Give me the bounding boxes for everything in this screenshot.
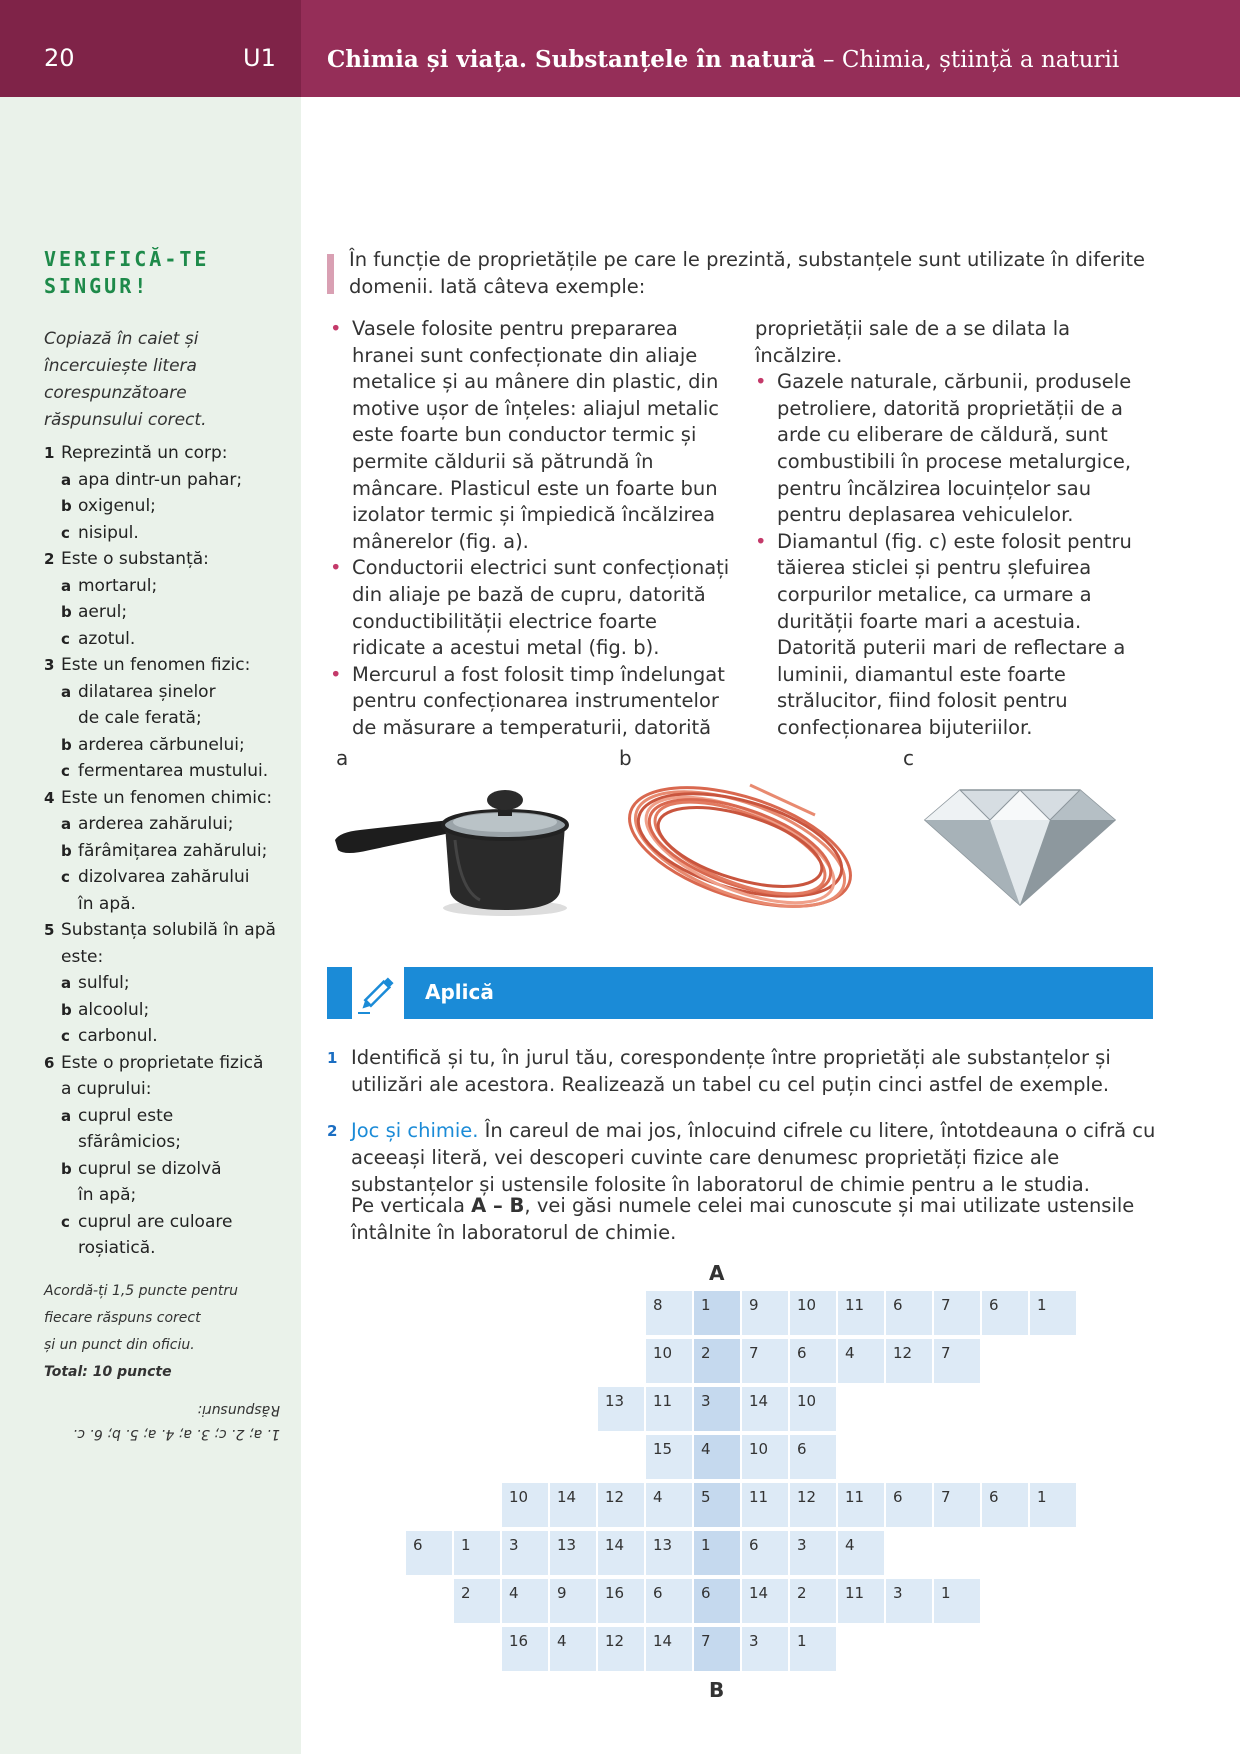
scoring-line: și un punct din oficiu. [44,1337,195,1353]
bullet-dot-icon: • [755,529,767,553]
option-letter: c [61,1212,70,1231]
scoring-total: Total: 10 puncte [44,1364,172,1380]
crossword-cell: 16 [502,1627,548,1671]
crossword-cell: 7 [934,1483,980,1527]
crossword-cell: 4 [502,1579,548,1623]
option-text: arderea cărbunelui; [78,734,245,755]
bullet-item [330,555,730,661]
page-number: 20 [44,44,75,72]
sidebar-heading-line2: SINGUR! [44,274,150,298]
crossword-cell-ab: 6 [694,1579,740,1623]
option-text: cuprul are culoare [78,1211,233,1232]
option-letter: b [61,603,72,621]
option-text-cont: sfărâmicios; [78,1132,182,1152]
saucepan-icon [330,780,600,920]
crossword-cell: 6 [790,1435,836,1479]
crossword-cell: 11 [838,1483,884,1527]
crossword-cell: 14 [742,1579,788,1623]
option-text: carbonul. [78,1026,158,1046]
text-column-right [755,316,1155,742]
option-text: sulful; [78,973,130,993]
crossword-cell: 7 [934,1291,980,1335]
question-text: Substanța solubilă în apă [61,920,276,940]
option-letter: c [61,629,70,648]
intro-text: În funcție de proprietățile pe care le prezintă, substanțele sunt utilizate în diferite domenii. Iată câteva exemple: [349,248,1146,298]
answers-label: Răspunsuri: [197,1402,280,1418]
question-text: Este un fenomen chimic: [61,787,273,808]
crossword-cell: 2 [454,1579,500,1623]
scoring-line: fiecare răspuns corect [44,1310,201,1326]
question-text: Este o proprietate fizică [61,1052,264,1073]
sidebar-heading-line1: VERIFICĂ-TE [44,247,210,271]
crossword-cell: 1 [1030,1483,1076,1527]
crossword-cell: 9 [742,1291,788,1335]
option-letter: b [61,1000,72,1019]
option-letter: b [61,735,72,754]
quiz-option [44,838,284,865]
quiz-option [44,997,284,1024]
option-letter: a [61,576,72,595]
crossword-cell: 9 [550,1579,596,1623]
crossword-cell: 14 [550,1483,596,1527]
crossword-cell: 4 [838,1531,884,1575]
task-text-body: În careul de mai jos, înlocuind cifrele cu litere, întotdeauna o cifră cu aceeași literă, vei descoperi cuvinte care denumesc proprietăți fizice ale substanțelor și ustensile folosite în laboratorul de chimie pentru a le studia. [351,1119,1156,1196]
crossword-cell: 12 [886,1339,932,1383]
note-post: , vei găsi numele celei mai cunoscute și mai utilizate ustensile întâlnite în laboratorul de chimie. [351,1194,1135,1244]
title-bold: Chimia și viața. Substanțele în natură [327,46,816,73]
crossword-cell: 4 [550,1627,596,1671]
option-text-cont: de cale ferată; [78,708,202,728]
crossword-cell: 6 [790,1339,836,1383]
task-1 [327,1044,1157,1098]
crossword-cell: 10 [790,1291,836,1335]
quiz-option [44,732,284,759]
crossword-cell-ab: 4 [694,1435,740,1479]
bullet-text: Gazele naturale, cărbunii, produsele petroliere, datorită proprietății de a arde cu eliberare de căldură, sunt combustibili în procese metalurgice, pentru încălzirea locuințelor sau pentru deplasarea vehiculelor. [777,370,1132,527]
question-number: 4 [44,788,55,807]
bullet-text-cont: proprietății sale de a se dilata la încălzire. [755,317,1071,367]
crossword-cell-ab: 1 [694,1531,740,1575]
bullet-text: Vasele folosite pentru prepararea hranei sunt confecționate din aliaje metalice și au mânere din plastic, din motive ușor de înțeles: aliajul metalic este foarte bun conductor termic și permite căldurii să pătrundă în mâncare. Plasticul este un foarte bun izolator termic și împiedică încălzirea mânerelor (fig. a). [352,317,719,553]
crossword-cell: 11 [838,1291,884,1335]
quiz-option [44,626,284,653]
option-letter: a [61,815,72,833]
crossword-cell: 6 [886,1291,932,1335]
question-text: Reprezintă un corp: [61,443,228,463]
option-text: mortarul; [78,575,158,596]
option-text-cont: în apă. [78,893,136,914]
crossword-cell: 3 [790,1531,836,1575]
quiz-option [44,1209,284,1236]
crossword-cell: 1 [934,1579,980,1623]
diamond-icon [920,770,1120,910]
crossword-cell: 13 [550,1531,596,1575]
bullet-item [330,662,730,742]
quiz-option [44,1103,284,1130]
option-letter: c [61,868,70,886]
answers-upside-down [70,1398,280,1446]
crossword-cell: 14 [742,1387,788,1431]
crossword-cell: 10 [646,1339,692,1383]
crossword-cell: 11 [838,1579,884,1623]
scoring-note [44,1278,274,1386]
bullet-dot-icon: • [330,556,342,580]
crossword-cell: 6 [406,1531,452,1575]
quiz-question [44,1050,284,1077]
apply-title: Aplică [425,980,494,1004]
scoring-line: Acordă-ți 1,5 puncte pentru [44,1283,239,1299]
option-letter: b [61,841,72,860]
option-text: oxigenul; [78,496,156,516]
crossword-cell: 14 [598,1531,644,1575]
option-letter: c [61,523,70,542]
note-pre: Pe verticala [351,1194,472,1217]
crossword-cell: 12 [598,1483,644,1527]
figure-label-b: b [619,746,632,770]
bullet-text: Conductorii electrici sunt confecționați din aliaje pe bază de cupru, datorită conductibilității electrice foarte ridicate a acestui metal (fig. b). [352,556,730,660]
crossword-cell: 1 [790,1627,836,1671]
crossword-cell-ab: 5 [694,1483,740,1527]
quiz [44,440,284,1262]
unit-label: U1 [243,44,276,72]
option-letter: a [61,682,72,701]
crossword-cell-ab: 3 [694,1387,740,1431]
bullet-item [755,529,1155,742]
option-text: fermentarea mustului. [78,761,269,781]
quiz-question [44,652,284,679]
quiz-option [44,599,284,626]
crossword-cell: 11 [646,1387,692,1431]
crossword-cell: 7 [934,1339,980,1383]
crossword-cell: 16 [598,1579,644,1623]
task-2 [327,1117,1157,1198]
option-text: dizolvarea zahărului [78,867,250,887]
crossword-cell: 2 [790,1579,836,1623]
quiz-option [44,1023,284,1050]
quiz-option [44,811,284,838]
question-text: Este un fenomen fizic: [61,655,251,675]
option-text: aerul; [78,602,128,622]
crossword-cell: 6 [982,1483,1028,1527]
crossword-cell: 12 [790,1483,836,1527]
figure-label-a: a [336,746,349,770]
option-text: dilatarea șinelor [78,681,216,702]
quiz-question [44,546,284,573]
crossword-cell: 13 [646,1531,692,1575]
crossword-cell: 4 [646,1483,692,1527]
crossword-cell: 14 [646,1627,692,1671]
quiz-question [44,785,284,812]
crossword-cell: 4 [838,1339,884,1383]
sidebar-intro: Copiază în caiet și încercuiește litera corespunzătoare răspunsului corect. [44,329,207,430]
option-letter: c [61,762,70,780]
question-number: 6 [44,1053,55,1072]
task-note-text [327,1192,1157,1246]
option-letter: b [61,1159,72,1178]
page-title [327,46,1119,73]
bullet-text: Diamantul (fig. c) este folosit pentru tăierea sticlei și pentru șlefuirea corpurilor metalice, ca urmare a durității foarte mari a acestuia. Datorită puterii mari de reflectare a luminii, diamantul este foarte strălucitor, fiind folosit pentru confecționarea bijuteriilor. [777,529,1132,739]
crossword-cell: 15 [646,1435,692,1479]
option-text: fărâmițarea zahărului; [78,840,268,861]
crossword-cell: 12 [598,1627,644,1671]
quiz-option [44,1156,284,1183]
crossword-cell: 6 [982,1291,1028,1335]
crossword-cell: 11 [742,1483,788,1527]
question-number: 3 [44,656,55,674]
bullet-text: Mercurul a fost folosit timp îndelungat pentru confecționarea instrumentelor de măsurare a temperaturii, datorită [352,662,725,739]
crossword-cell: 10 [502,1483,548,1527]
option-text: nisipul. [78,522,139,543]
page-header [0,0,1240,97]
option-letter: a [61,470,72,489]
crossword-cell: 1 [1030,1291,1076,1335]
question-text: Este o substanță: [61,549,209,569]
task-text [327,1117,1157,1198]
crossword-label-b: B [709,1678,725,1702]
crossword-cell: 10 [742,1435,788,1479]
crossword-cell-ab: 7 [694,1627,740,1671]
crossword-cell: 8 [646,1291,692,1335]
crossword-cell: 10 [790,1387,836,1431]
pencil-icon [352,967,404,1019]
text-column-left [330,316,730,742]
game-title: Joc și chimie. [351,1119,479,1142]
quiz-option [44,520,284,547]
option-letter: a [61,974,72,992]
crossword-label-a: A [709,1261,725,1285]
crossword-cell-ab: 2 [694,1339,740,1383]
crossword-cell: 3 [742,1627,788,1671]
quiz-option [44,758,284,785]
task-number: 1 [327,1049,338,1067]
option-text: arderea zahărului; [78,814,234,834]
question-number: 5 [44,921,55,939]
quiz-option [44,493,284,520]
task-text: Identifică și tu, în jurul tău, corespondențe între proprietăți ale substanțelor și utilizări ale acestora. Realizează un tabel cu cel puțin cinci astfel de exemple. [351,1046,1111,1096]
figure-label-c: c [903,746,914,770]
option-letter: b [61,497,72,515]
bullet-dot-icon: • [755,370,767,394]
option-letter: c [61,1027,70,1045]
option-text: cuprul se dizolvă [78,1158,222,1179]
task-2-note [327,1192,1157,1246]
option-text-cont: în apă; [78,1185,137,1205]
option-text: azotul. [78,628,136,649]
bullet-item [330,316,730,555]
option-letter: a [61,1106,72,1125]
quiz-option [44,864,284,891]
bullet-dot-icon: • [330,317,342,340]
crossword-cell: 6 [886,1483,932,1527]
question-text-cont: a cuprului: [61,1079,152,1099]
task-number: 2 [327,1122,338,1140]
quiz-option [44,970,284,997]
sidebar-heading [44,246,284,300]
title-subtitle: – Chimia, știință a naturii [815,47,1120,73]
quiz-question [44,917,284,944]
crossword-cell: 7 [742,1339,788,1383]
question-number: 2 [44,550,55,568]
bullet-dot-icon: • [330,662,342,686]
question-text-cont: este: [61,946,104,967]
option-text: alcoolul; [78,999,150,1020]
option-text-cont: roșiatică. [78,1238,156,1258]
quiz-option [44,679,284,706]
quiz-option [44,467,284,494]
crossword-cell: 3 [886,1579,932,1623]
answers-text: 1. a; 2. c; 3. a; 4. a; 5. b; 6. c. [72,1426,280,1442]
note-ab: A – B [471,1194,525,1217]
option-text: cuprul este [78,1105,174,1126]
crossword-cell: 6 [646,1579,692,1623]
crossword-cell: 3 [502,1531,548,1575]
crossword-cell-ab: 1 [694,1291,740,1335]
quiz-option [44,573,284,600]
crossword-cell: 6 [742,1531,788,1575]
crossword-cell: 1 [454,1531,500,1575]
intro-accent-bar [327,254,334,294]
question-number: 1 [44,444,55,462]
bullet-item [755,369,1155,529]
crossword-cell: 13 [598,1387,644,1431]
copper-wire-icon [615,775,865,920]
option-text: apa dintr-un pahar; [78,469,243,490]
quiz-question [44,440,284,467]
